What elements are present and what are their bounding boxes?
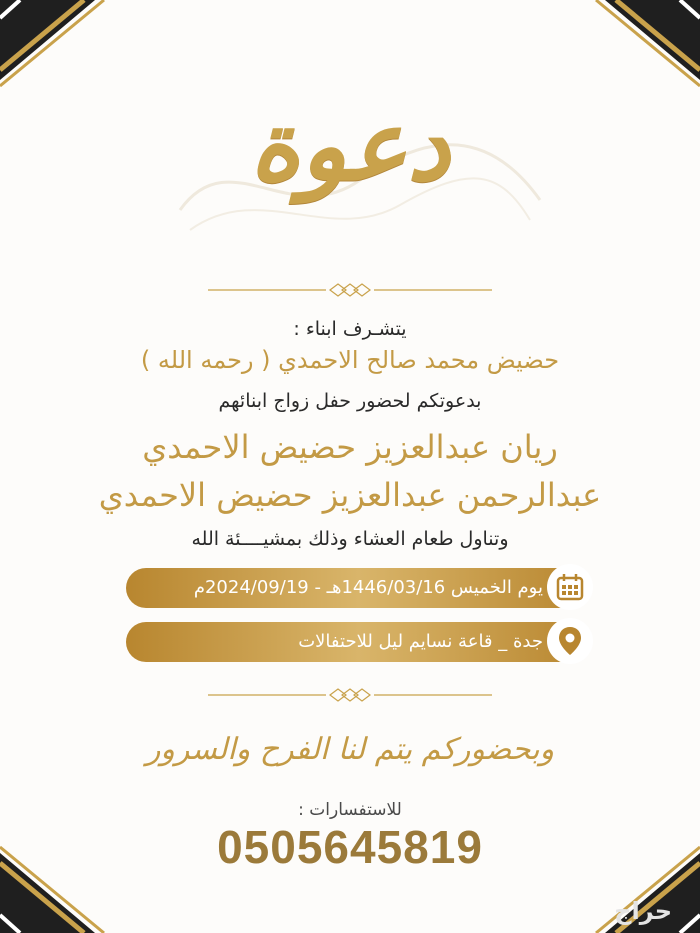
ornament-divider (208, 283, 492, 297)
dinner-text: وتناول طعام العشاء وذلك بمشيــــئة الله (191, 528, 509, 550)
ornament-divider (208, 688, 492, 702)
invitation-text: بدعوتكم لحضور حفل زواج ابنائهم (218, 390, 482, 412)
watermark-logo: حراج (614, 897, 672, 925)
date-banner (126, 568, 591, 608)
corner-decoration-top-left (0, 0, 110, 90)
closing-calligraphy: وبحضوركم يتم لنا الفرح والسرور (145, 732, 555, 767)
invitation-title (200, 40, 500, 250)
phone-number[interactable]: 0505645819 (217, 821, 483, 873)
corner-decoration-top-right (590, 0, 700, 90)
location-banner (126, 622, 591, 662)
invitation-title-text: دعوة (250, 88, 450, 202)
location-pin-icon (547, 618, 593, 664)
intro-text: يتشـرف ابناء : (293, 318, 407, 340)
groom-name-1: ريان عبدالعزيز حضيض الاحمدي (142, 428, 558, 466)
inquiries-label: للاستفسارات : (298, 800, 402, 820)
father-name: حضيض محمد صالح الاحمدي ( رحمه الله ) (140, 346, 560, 374)
location-text: جدة _ قاعة نسايم ليل للاحتفالات (298, 631, 543, 652)
groom-name-2: عبدالرحمن عبدالعزيز حضيض الاحمدي (98, 476, 602, 514)
date-text: يوم الخميس 1446/03/16هـ - 2024/09/19م (193, 577, 543, 598)
calendar-icon (547, 564, 593, 610)
